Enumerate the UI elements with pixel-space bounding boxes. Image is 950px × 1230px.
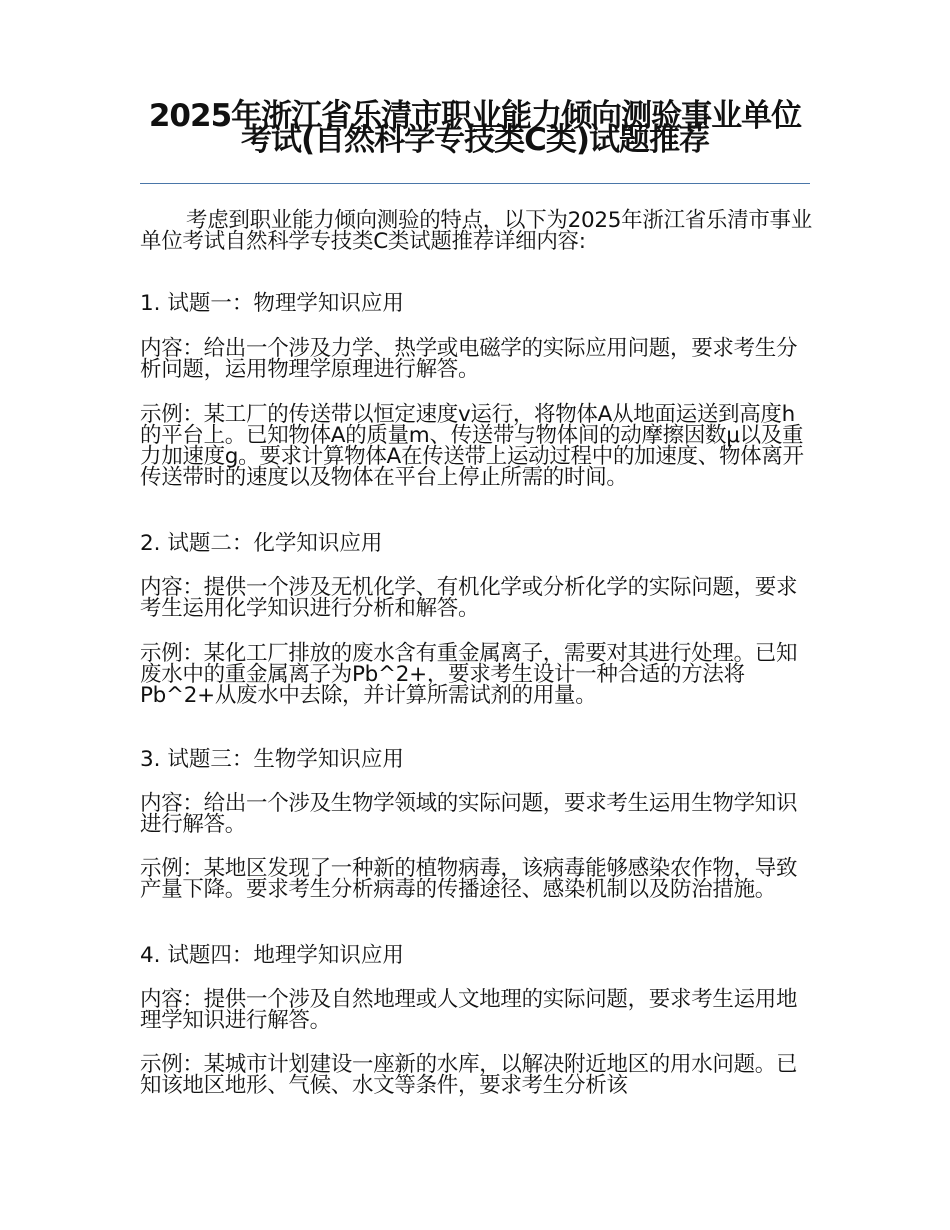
item-4-heading: 4. 试题四：地理学知识应用: [140, 943, 404, 968]
item-1-heading: 1. 试题一：物理学知识应用: [140, 291, 404, 316]
document-title: 2025年浙江省乐清市职业能力倾向测验事业单位考试(自然科学专技类C类)试题推荐: [148, 98, 802, 158]
item-1-content: 内容：给出一个涉及力学、热学或电磁学的实际应用问题，要求考生分析问题，运用物理学原理进行解答。: [140, 336, 798, 382]
intro-paragraph: 考虑到职业能力倾向测验的特点，以下为2025年浙江省乐清市事业单位考试自然科学专技类C类试题推荐详细内容:: [140, 208, 812, 254]
item-3-content: 内容：给出一个涉及生物学领域的实际问题，要求考生运用生物学知识进行解答。: [140, 791, 798, 837]
item-4-content: 内容：提供一个涉及自然地理或人文地理的实际问题，要求考生运用地理学知识进行解答。: [140, 987, 798, 1033]
item-2-example: 示例：某化工厂排放的废水含有重金属离子，需要对其进行处理。已知废水中的重金属离子为Pb^2+，要求考生设计一种合适的方法将Pb^2+从废水中去除，并计算所需试剂的用量。: [140, 641, 798, 708]
title-divider: [140, 183, 810, 184]
item-2-content: 内容：提供一个涉及无机化学、有机化学或分析化学的实际问题，要求考生运用化学知识进行分析和解答。: [140, 575, 798, 621]
item-1-example: 示例：某工厂的传送带以恒定速度v运行，将物体A从地面运送到高度h的平台上。已知物体A的质量m、传送带与物体间的动摩擦因数μ以及重力加速度g。要求计算物体A在传送带上运动过程中的加速度、物体离开传送带时的速度以及物体在平台上停止所需的时间。: [140, 402, 804, 490]
item-2-heading: 2. 试题二：化学知识应用: [140, 531, 383, 556]
item-3-heading: 3. 试题三：生物学知识应用: [140, 747, 404, 772]
item-3-example: 示例：某地区发现了一种新的植物病毒，该病毒能够感染农作物，导致产量下降。要求考生分析病毒的传播途径、感染机制以及防治措施。: [140, 856, 798, 902]
item-4-example: 示例：某城市计划建设一座新的水库，以解决附近地区的用水问题。已知该地区地形、气候、水文等条件，要求考生分析该: [140, 1052, 798, 1098]
